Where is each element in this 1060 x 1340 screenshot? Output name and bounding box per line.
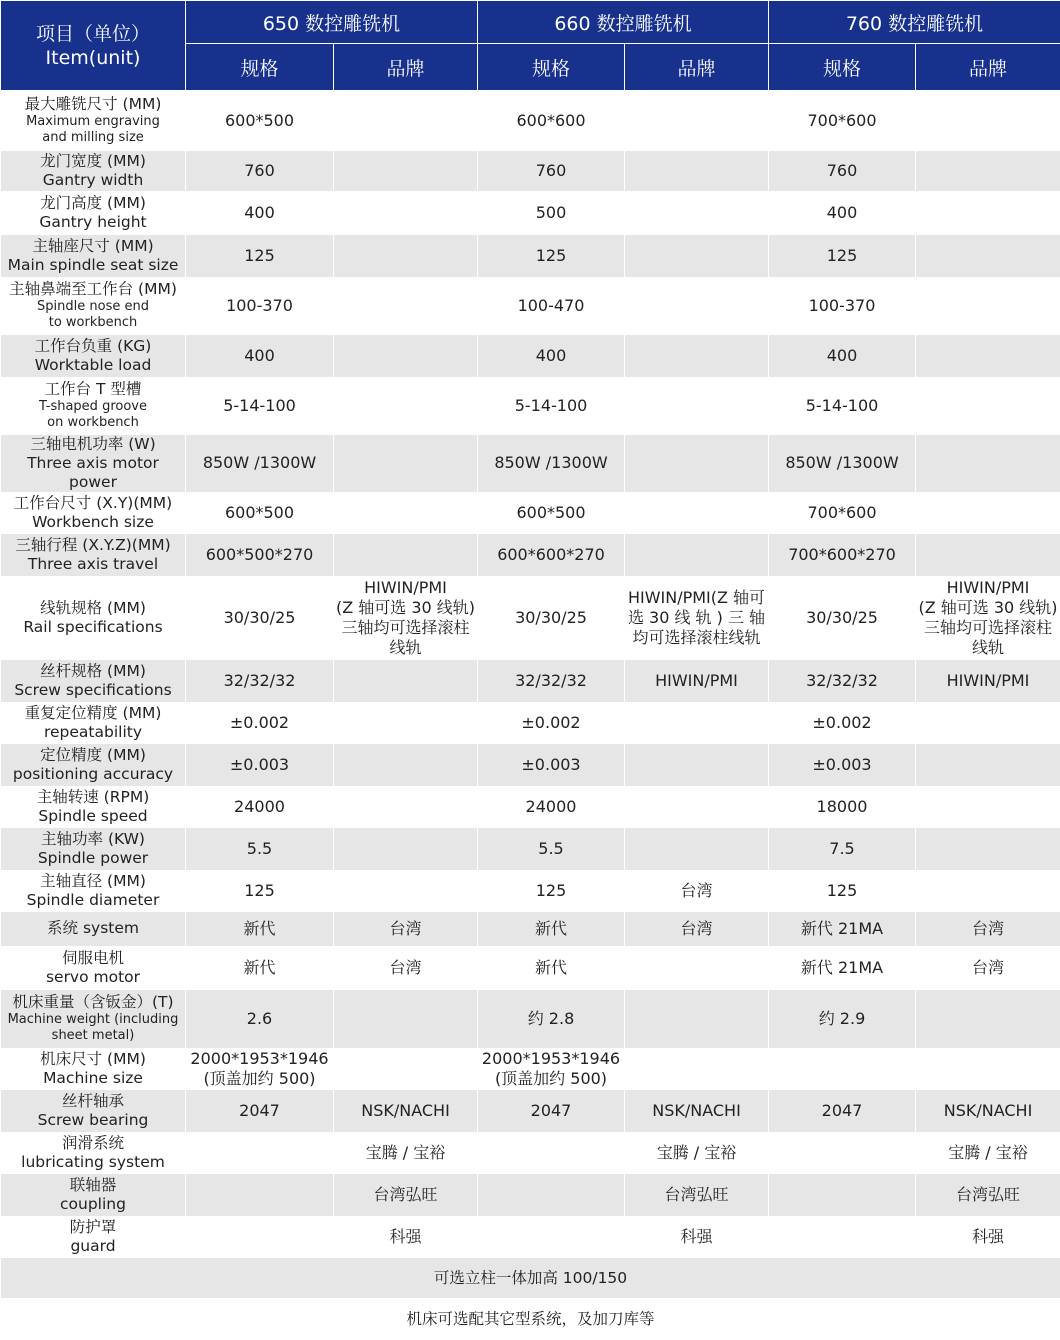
table-row <box>1 91 1060 151</box>
brand-cell: 台湾弘旺 <box>625 1174 769 1216</box>
row-label-cn: 线轨规格 (MM) <box>1 599 185 618</box>
spec-cell: 850W /1300W <box>186 435 334 492</box>
brand-cell: 台湾 <box>625 912 769 946</box>
brand-cell <box>625 151 769 191</box>
brand-cell <box>916 828 1060 870</box>
spec-cell: 125 <box>478 235 625 277</box>
table-row <box>1 870 1060 912</box>
brand-cell: 宝腾 / 宝裕 <box>916 1132 1060 1174</box>
row-label-cn: 龙门宽度 (MM) <box>1 152 185 171</box>
brand-cell <box>625 828 769 870</box>
spec-cell: 500 <box>478 191 625 235</box>
row-label-en: Rail specifications <box>1 618 185 637</box>
footer-note-column-height: 可选立柱一体加高 100/150 <box>1 1258 1060 1298</box>
row-label-cn: 丝杆轴承 <box>1 1092 185 1111</box>
table-row <box>1 534 1060 576</box>
brand-cell <box>916 786 1060 828</box>
brand-cell: HIWIN/PMI <box>625 660 769 702</box>
row-label <box>1 235 186 277</box>
row-label-en: Workbench size <box>1 513 185 532</box>
row-label-cn: 主轴直径 (MM) <box>1 872 185 891</box>
brand-cell <box>916 534 1060 576</box>
brand-cell <box>625 492 769 534</box>
brand-cell <box>334 335 478 377</box>
row-label-cn: 三轴行程 (X.Y.Z)(MM) <box>1 536 185 555</box>
spec-cell: ±0.003 <box>769 744 916 786</box>
brand-cell: 台湾弘旺 <box>916 1174 1060 1216</box>
table-row <box>1 1132 1060 1174</box>
row-label-en: Spindle power <box>1 849 185 868</box>
spec-cell: 约 2.9 <box>769 990 916 1048</box>
spec-cell <box>186 1132 334 1174</box>
model-660-header: 660 数控雕铣机 <box>478 1 769 44</box>
row-label-cn: 最大雕铣尺寸 (MM) <box>1 95 185 114</box>
spec-cell: 600*600*270 <box>478 534 625 576</box>
spec-cell: ±0.003 <box>186 744 334 786</box>
brand-cell <box>916 151 1060 191</box>
row-label-cn: 联轴器 <box>1 1176 185 1195</box>
item-header-cn: 项目（单位） <box>36 23 150 45</box>
spec-cell: 760 <box>769 151 916 191</box>
footer-note-options: 机床可选配其它型系统，及加刀库等 <box>1 1298 1060 1340</box>
row-label-cn: 伺服电机 <box>1 949 185 968</box>
row-label-en: Spindle speed <box>1 807 185 826</box>
brand-cell <box>334 235 478 277</box>
brand-cell <box>334 492 478 534</box>
row-label <box>1 435 186 492</box>
brand-cell <box>625 335 769 377</box>
spec-cell: 约 2.8 <box>478 990 625 1048</box>
brand-cell: HIWIN/PMI <box>916 660 1060 702</box>
spec-cell: 新代 21MA <box>769 912 916 946</box>
row-label-cn: 龙门高度 (MM) <box>1 194 185 213</box>
spec-cell: 18000 <box>769 786 916 828</box>
row-label <box>1 377 186 435</box>
spec-cell <box>478 1216 625 1258</box>
table-row <box>1 235 1060 277</box>
brand-cell: HIWIN/PMI (Z 轴可选 30 线轨) 三轴均可选择滚柱 线轨 <box>916 576 1060 660</box>
row-label-cn: 主轴转速 (RPM) <box>1 788 185 807</box>
row-label-en: guard <box>1 1237 185 1256</box>
brand-cell <box>916 870 1060 912</box>
table-row <box>1 277 1060 335</box>
row-label <box>1 786 186 828</box>
spec-cell: 30/30/25 <box>478 576 625 660</box>
brand-cell <box>625 744 769 786</box>
row-label-cn: 三轴电机功率 (W) <box>1 435 185 454</box>
spec-cell: 600*500 <box>478 492 625 534</box>
brand-cell <box>334 377 478 435</box>
row-label <box>1 335 186 377</box>
row-label <box>1 912 186 946</box>
item-header-en: Item(unit) <box>46 47 141 69</box>
row-label-cn: 工作台 T 型槽 <box>1 380 185 399</box>
row-label <box>1 191 186 235</box>
brand-cell: NSK/NACHI <box>334 1090 478 1132</box>
spec-cell: 100-370 <box>769 277 916 335</box>
brand-cell <box>625 435 769 492</box>
brand-cell: 台湾 <box>334 912 478 946</box>
brand-cell <box>625 534 769 576</box>
brand-cell: 台湾 <box>916 912 1060 946</box>
brand-cell <box>625 91 769 151</box>
brand-cell <box>625 191 769 235</box>
brand-cell <box>334 744 478 786</box>
row-label-cn: 定位精度 (MM) <box>1 746 185 765</box>
row-label-cn: 丝杆规格 (MM) <box>1 662 185 681</box>
spec-cell <box>478 1174 625 1216</box>
spec-cell: 24000 <box>478 786 625 828</box>
row-label-en: Screw bearing <box>1 1111 185 1130</box>
row-label-en: Screw specifications <box>1 681 185 700</box>
row-label <box>1 946 186 990</box>
row-label <box>1 990 186 1048</box>
item-header <box>1 1 186 91</box>
spec-cell: 2.6 <box>186 990 334 1048</box>
row-label <box>1 702 186 744</box>
spec-cell: 2000*1953*1946 (顶盖加约 500) <box>478 1048 625 1090</box>
spec-cell: 125 <box>769 235 916 277</box>
brand-cell <box>916 191 1060 235</box>
row-label <box>1 576 186 660</box>
spec-cell: 24000 <box>186 786 334 828</box>
row-label-cn: 防护罩 <box>1 1218 185 1237</box>
table-row <box>1 576 1060 660</box>
row-label <box>1 151 186 191</box>
spec-cell: 400 <box>186 191 334 235</box>
row-label-cn: 重复定位精度 (MM) <box>1 704 185 723</box>
spec-cell: 760 <box>186 151 334 191</box>
table-row <box>1 828 1060 870</box>
row-label-en: Gantry height <box>1 213 185 232</box>
brand-header: 品牌 <box>334 44 478 91</box>
spec-cell: 新代 <box>186 912 334 946</box>
brand-cell <box>334 191 478 235</box>
brand-cell: NSK/NACHI <box>625 1090 769 1132</box>
brand-cell <box>334 786 478 828</box>
row-label-cn: 主轴鼻端至工作台 (MM) <box>1 280 185 299</box>
table-row <box>1 1048 1060 1090</box>
spec-cell: 5-14-100 <box>478 377 625 435</box>
brand-cell <box>916 492 1060 534</box>
row-label <box>1 1174 186 1216</box>
brand-cell <box>916 377 1060 435</box>
brand-cell <box>625 786 769 828</box>
row-label <box>1 492 186 534</box>
brand-cell <box>916 335 1060 377</box>
spec-cell: 600*600 <box>478 91 625 151</box>
spec-header: 规格 <box>478 44 625 91</box>
row-label <box>1 660 186 702</box>
spec-cell: 100-470 <box>478 277 625 335</box>
row-label <box>1 1132 186 1174</box>
row-label-en: Machine weight (including sheet metal) <box>1 1012 185 1044</box>
brand-cell <box>334 828 478 870</box>
spec-cell: 125 <box>186 870 334 912</box>
row-label-en: Spindle nose end to workbench <box>1 299 185 331</box>
spec-cell: 125 <box>769 870 916 912</box>
brand-cell: 科强 <box>625 1216 769 1258</box>
row-label-en: Worktable load <box>1 356 185 375</box>
spec-cell: 400 <box>478 335 625 377</box>
spec-cell: 700*600 <box>769 91 916 151</box>
spec-cell: 850W /1300W <box>769 435 916 492</box>
row-label <box>1 870 186 912</box>
brand-cell: HIWIN/PMI (Z 轴可选 30 线轨) 三轴均可选择滚柱 线轨 <box>334 576 478 660</box>
row-label-en: T-shaped groove on workbench <box>1 399 185 431</box>
spec-cell: 32/32/32 <box>769 660 916 702</box>
brand-cell <box>334 151 478 191</box>
spec-cell: 125 <box>478 870 625 912</box>
row-label-cn: 系统 system <box>1 919 185 938</box>
spec-cell: 新代 <box>478 912 625 946</box>
brand-cell <box>334 990 478 1048</box>
row-label-cn: 主轴功率 (KW) <box>1 830 185 849</box>
row-label <box>1 744 186 786</box>
row-label <box>1 534 186 576</box>
spec-cell: 32/32/32 <box>186 660 334 702</box>
table-row <box>1 151 1060 191</box>
spec-cell: 600*500*270 <box>186 534 334 576</box>
spec-cell: 700*600 <box>769 492 916 534</box>
row-label <box>1 91 186 151</box>
table-row <box>1 744 1060 786</box>
brand-cell <box>334 91 478 151</box>
brand-cell <box>916 435 1060 492</box>
row-label-en: Spindle diameter <box>1 891 185 910</box>
brand-cell: 台湾弘旺 <box>334 1174 478 1216</box>
brand-cell: 宝腾 / 宝裕 <box>334 1132 478 1174</box>
spec-cell: 125 <box>186 235 334 277</box>
spec-cell: 100-370 <box>186 277 334 335</box>
brand-header: 品牌 <box>916 44 1060 91</box>
row-label-cn: 润滑系统 <box>1 1134 185 1153</box>
spec-cell: 400 <box>769 335 916 377</box>
spec-cell: ±0.002 <box>186 702 334 744</box>
row-label-en: positioning accuracy <box>1 765 185 784</box>
spec-cell: 新代 <box>186 946 334 990</box>
spec-cell: 30/30/25 <box>186 576 334 660</box>
spec-cell: 2047 <box>478 1090 625 1132</box>
row-label-en: Gantry width <box>1 171 185 190</box>
brand-cell <box>625 277 769 335</box>
brand-cell <box>916 277 1060 335</box>
spec-cell: 600*500 <box>186 91 334 151</box>
model-650-header: 650 数控雕铣机 <box>186 1 478 44</box>
spec-cell: 600*500 <box>186 492 334 534</box>
brand-cell <box>334 277 478 335</box>
brand-cell: HIWIN/PMI(Z 轴可 选 30 线 轨 ) 三 轴 均可选择滚柱线轨 <box>625 576 769 660</box>
brand-cell <box>916 744 1060 786</box>
brand-cell <box>334 660 478 702</box>
spec-cell: 2000*1953*1946 (顶盖加约 500) <box>186 1048 334 1090</box>
spec-header: 规格 <box>769 44 916 91</box>
brand-cell: 台湾 <box>334 946 478 990</box>
row-label-cn: 机床尺寸 (MM) <box>1 1050 185 1069</box>
row-label-cn: 主轴座尺寸 (MM) <box>1 237 185 256</box>
row-label-en: Three axis motor power <box>1 454 185 492</box>
spec-cell <box>478 1132 625 1174</box>
brand-cell <box>625 946 769 990</box>
brand-cell <box>916 990 1060 1048</box>
brand-cell <box>334 435 478 492</box>
brand-cell <box>625 990 769 1048</box>
spec-cell: 5.5 <box>186 828 334 870</box>
brand-cell <box>625 702 769 744</box>
row-label <box>1 277 186 335</box>
row-label-en: servo motor <box>1 968 185 987</box>
brand-cell <box>334 702 478 744</box>
table-row <box>1 990 1060 1048</box>
row-label-cn: 工作台尺寸 (X.Y)(MM) <box>1 494 185 513</box>
spec-cell: 2047 <box>186 1090 334 1132</box>
brand-cell: 科强 <box>334 1216 478 1258</box>
brand-cell <box>625 1048 769 1090</box>
spec-cell: 850W /1300W <box>478 435 625 492</box>
brand-header: 品牌 <box>625 44 769 91</box>
spec-cell: 400 <box>186 335 334 377</box>
row-label-en: Machine size <box>1 1069 185 1088</box>
table-row <box>1 1174 1060 1216</box>
table-row <box>1 702 1060 744</box>
brand-cell <box>334 1048 478 1090</box>
brand-cell: 台湾 <box>625 870 769 912</box>
spec-cell <box>186 1174 334 1216</box>
brand-cell <box>625 377 769 435</box>
table-row <box>1 946 1060 990</box>
brand-cell <box>625 235 769 277</box>
table-row <box>1 492 1060 534</box>
brand-cell <box>916 702 1060 744</box>
table-row <box>1 786 1060 828</box>
table-row <box>1 1090 1060 1132</box>
spec-cell: ±0.003 <box>478 744 625 786</box>
spec-cell: 760 <box>478 151 625 191</box>
table-row <box>1 912 1060 946</box>
brand-cell <box>916 1048 1060 1090</box>
row-label <box>1 828 186 870</box>
table-row <box>1 1216 1060 1258</box>
spec-cell: 32/32/32 <box>478 660 625 702</box>
spec-cell <box>186 1216 334 1258</box>
row-label-en: lubricating system <box>1 1153 185 1172</box>
spec-cell: 400 <box>769 191 916 235</box>
row-label-en: Three axis travel <box>1 555 185 574</box>
row-label-cn: 机床重量（含钣金）(T) <box>1 993 185 1012</box>
spec-cell <box>769 1174 916 1216</box>
row-label-en: Main spindle seat size <box>1 256 185 275</box>
row-label-en: Maximum engraving and milling size <box>1 114 185 146</box>
spec-cell: 5-14-100 <box>769 377 916 435</box>
spec-cell: 新代 <box>478 946 625 990</box>
brand-cell <box>916 91 1060 151</box>
brand-cell: NSK/NACHI <box>916 1090 1060 1132</box>
row-label-en: coupling <box>1 1195 185 1214</box>
table-row <box>1 335 1060 377</box>
table-row <box>1 377 1060 435</box>
spec-cell: 新代 21MA <box>769 946 916 990</box>
row-label-en: repeatability <box>1 723 185 742</box>
brand-cell: 宝腾 / 宝裕 <box>625 1132 769 1174</box>
brand-cell <box>916 235 1060 277</box>
spec-header: 规格 <box>186 44 334 91</box>
spec-cell <box>769 1048 916 1090</box>
spec-cell: 5.5 <box>478 828 625 870</box>
spec-cell <box>769 1132 916 1174</box>
spec-cell: 7.5 <box>769 828 916 870</box>
spec-cell: ±0.002 <box>769 702 916 744</box>
table-row <box>1 191 1060 235</box>
spec-cell: 700*600*270 <box>769 534 916 576</box>
brand-cell: 科强 <box>916 1216 1060 1258</box>
row-label-cn: 工作台负重 (KG) <box>1 337 185 356</box>
brand-cell: 台湾 <box>916 946 1060 990</box>
brand-cell <box>334 534 478 576</box>
spec-cell: ±0.002 <box>478 702 625 744</box>
spec-cell: 2047 <box>769 1090 916 1132</box>
model-760-header: 760 数控雕铣机 <box>769 1 1060 44</box>
table-row <box>1 435 1060 492</box>
spec-cell <box>769 1216 916 1258</box>
brand-cell <box>334 870 478 912</box>
row-label <box>1 1048 186 1090</box>
spec-cell: 30/30/25 <box>769 576 916 660</box>
row-label <box>1 1090 186 1132</box>
table-row <box>1 660 1060 702</box>
row-label <box>1 1216 186 1258</box>
spec-cell: 5-14-100 <box>186 377 334 435</box>
